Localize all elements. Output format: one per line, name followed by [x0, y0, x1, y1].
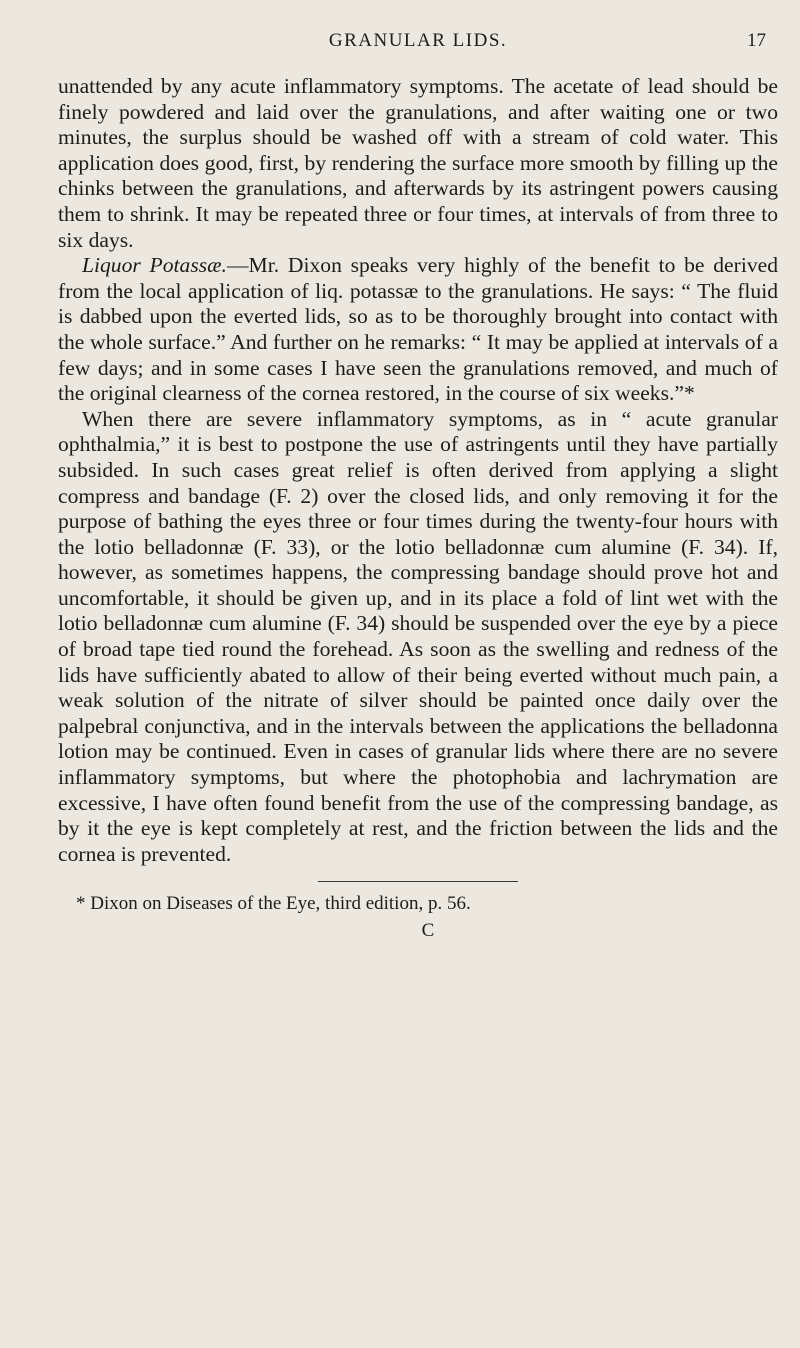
footnote-divider: [318, 881, 518, 882]
paragraph-text: —Mr. Dixon speaks very highly of the benefit to be derived from the local application of liq. potassæ to the granulations. He says: “ The fluid is dabbed upon the everted lids, so as to be thoroughly brought into contact with the whole surface.” And further on he remarks: “ It may be applied at intervals of a few days; and in some cases I have seen the granulations removed, and much of the original clearness of the cornea restored, in the course of six weeks.”*: [58, 253, 778, 406]
paragraph-text: unattended by any acute inflammatory symptoms. The acetate of lead should be finely powdered and laid over the granulations, and after waiting one or two minutes, the surplus should be washed off with a stream of cold water. This application does good, first, by rendering the surface more smooth by filling up the chinks between the granulations, and afterwards by its astringent powers causing them to shrink. It may be repeated three or four times, at intervals of from three to six days.: [58, 74, 778, 252]
page-number: 17: [747, 30, 766, 51]
page-header: [58, 30, 778, 74]
paragraph-acetate-of-lead: [58, 74, 778, 253]
paragraph-liquor-potassae: [58, 253, 778, 407]
paragraph-severe-inflammation: [58, 407, 778, 868]
paragraph-text: When there are severe inflammatory symptoms, as in “ acute granular ophthalmia,” it is best to postpone the use of astringents until they have partially subsided. In such cases great relief is often derived from applying a slight compress and bandage (F. 2) over the closed lids, and only removing it for the purpose of bathing the eyes three or four times during the twenty-four hours with the lotio belladonnæ (F. 33), or the lotio belladonnæ cum alumine (F. 34). If, however, as sometimes happens, the compressing bandage should prove hot and uncomfortable, it should be given up, and in its place a fold of lint wet with the lotio belladonnæ cum alumine (F. 34) should be suspended over the eye by a piece of broad tape tied round the forehead. As soon as the swelling and redness of the lids have sufficiently abated to allow of their being everted without much pain, a weak solution of the nitrate of silver should be painted once daily over the palpebral conjunctiva, and in the intervals between the applications the belladonna lotion may be continued. Even in cases of granular lids where there are no severe inflammatory symptoms, but where the photophobia and lachrymation are excessive, I have often found benefit from the use of the compressing bandage, as by it the eye is kept completely at rest, and the friction between the lids and the cornea is prevented.: [58, 406, 778, 866]
body-text: [58, 74, 778, 867]
book-page: [58, 30, 778, 942]
signature-mark: C: [421, 920, 435, 942]
running-head: GRANULAR LIDS.: [328, 30, 508, 51]
footnote: * Dixon on Diseases of the Eye, third edition, p. 56.: [76, 893, 471, 915]
section-lead: Liquor Potassæ.: [82, 253, 227, 278]
